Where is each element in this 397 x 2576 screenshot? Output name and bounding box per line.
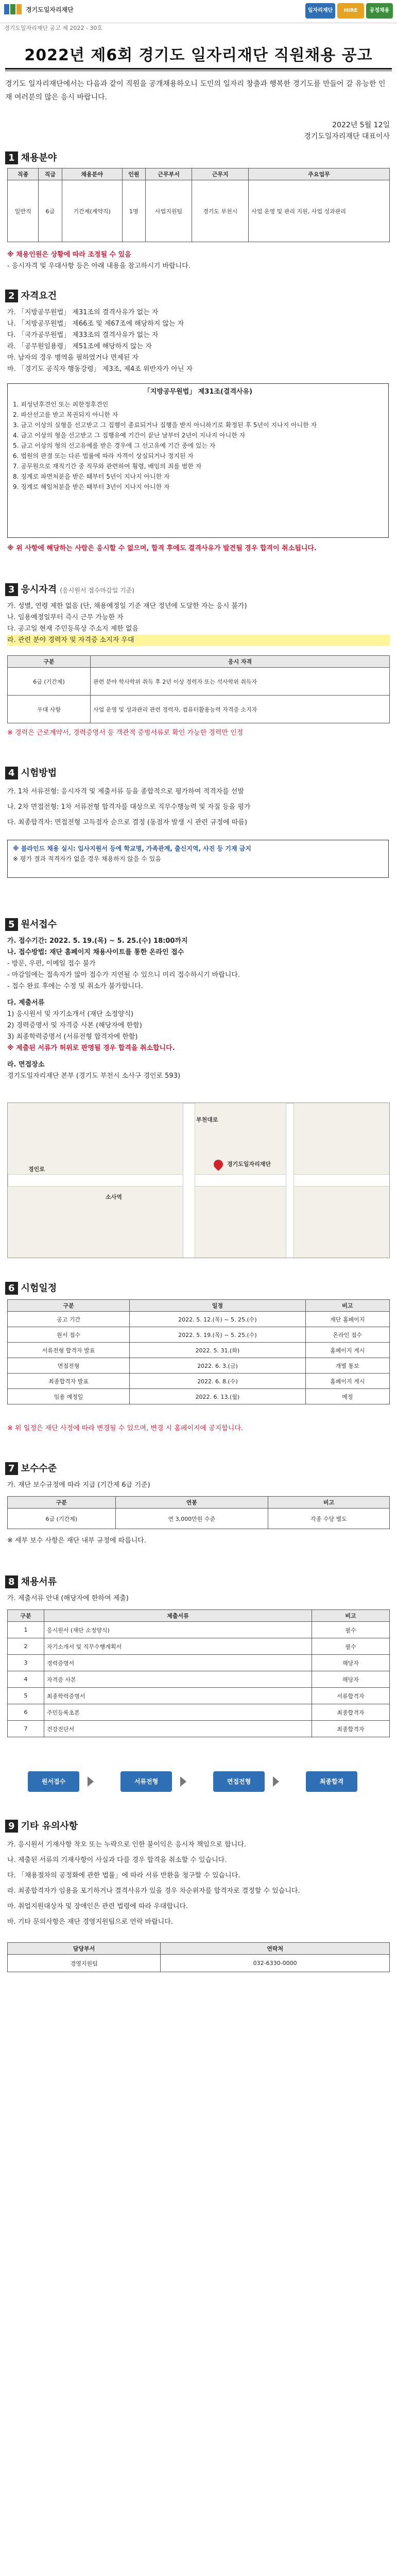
schedule-header: 일정 xyxy=(130,1300,305,1312)
documents-cell: 주민등록초본 xyxy=(44,1704,312,1721)
documents-cell: 해당자 xyxy=(312,1655,390,1671)
recruit-header: 주요업무 xyxy=(249,168,390,180)
schedule-cell: 서류전형 합격자 발표 xyxy=(8,1343,130,1358)
disqualification-line: 6. 법원의 판결 또는 다른 법률에 따라 자격이 상실되거나 정지된 자 xyxy=(13,452,194,460)
notice-number: 경기도일자리재단 공고 제 2022 - 30호 xyxy=(4,25,102,31)
doc-item: 2) 경력증명서 및 자격증 사본 (해당자에 한함) xyxy=(7,1022,142,1029)
contact-cell: 032-6330-0000 xyxy=(161,1955,390,1972)
schedule-cell: 2022. 5. 19.(목) ~ 5. 25.(수) xyxy=(130,1327,305,1343)
salary-cell: 연 3,000만원 수준 xyxy=(115,1509,268,1529)
flow-arrow-icon xyxy=(273,1776,279,1787)
recruit-header: 근무부서 xyxy=(146,168,192,180)
disqualification-line: 5. 금고 이상의 형의 선고유예를 받은 경우에 그 선고유예 기간 중에 있는 자 xyxy=(13,442,216,449)
contact-cell: 경영지원팀 xyxy=(8,1955,161,1972)
section-2-label: 자격요건 xyxy=(21,291,57,301)
foundation-logo-icon xyxy=(4,4,23,14)
contact-table xyxy=(7,1942,390,1972)
intro-text: 경기도 일자리재단에서는 다음과 같이 직원을 공개채용하오니 도민의 일자리 창출과 행복한 경기도를 만들어 갈 유능한 인재 여러분의 많은 응시 바랍니다. xyxy=(5,80,386,101)
eligibility-list xyxy=(7,601,390,646)
map-label-road-1: 경인로 xyxy=(28,1166,45,1173)
disqualification-title: 「지방공무원법」 제31조(결격사유) xyxy=(143,388,253,396)
documents-cell: 최종학력증명서 xyxy=(44,1688,312,1704)
map-road-vertical xyxy=(183,1103,195,1258)
salary-cell: 6급 (기간제) xyxy=(8,1509,116,1529)
eligibility-item: 가. 성별, 연령 제한 없음 (단, 채용예정일 기준 재단 정년에 도달한 자는 응시 불가) xyxy=(7,602,247,610)
schedule-cell: 2022. 5. 12.(목) ~ 5. 25.(수) xyxy=(130,1312,305,1327)
section-6-number: 6 xyxy=(5,1282,18,1295)
section-5-title xyxy=(5,917,57,931)
documents-cell: 2 xyxy=(8,1638,44,1655)
section-5-number: 5 xyxy=(5,918,18,931)
documents-header: 구분 xyxy=(8,1610,44,1622)
eligibility-cell: 관련 분야 학사학위 취득 후 2년 이상 경력자 또는 석사학위 취득자 xyxy=(91,668,390,696)
contact-header: 담당부서 xyxy=(8,1943,161,1955)
section-7-label: 보수수준 xyxy=(21,1463,57,1474)
disqualification-line: 8. 징계로 파면처분을 받은 때부터 5년이 지나지 아니한 자 xyxy=(13,473,170,480)
flow-arrow-icon xyxy=(88,1776,94,1787)
eligibility-note: ※ 경력은 근로계약서, 경력증명서 등 객관적 증빙서류로 확인 가능한 경력만 인정 xyxy=(7,729,244,737)
eligibility-header: 구분 xyxy=(8,656,91,668)
eligibility-table xyxy=(7,655,390,723)
documents-cell: 7 xyxy=(8,1721,44,1737)
application-note: - 방문, 우편, 이메일 접수 불가 xyxy=(7,960,96,968)
section-3-label: 응시자격 xyxy=(21,584,57,595)
recruit-notes xyxy=(7,249,390,272)
badge-2: HIRE xyxy=(337,3,364,19)
recruit-cell: 6급 xyxy=(39,180,62,242)
recruit-cell: 기간제(계약직) xyxy=(62,180,122,242)
qualification-item: 나. 「지방공무원법」 제66조 및 제67조에 해당하지 않는 자 xyxy=(7,320,184,328)
documents-cell: 서류합격자 xyxy=(312,1688,390,1704)
application-note: - 접수 완료 후에는 수정 및 취소가 불가합니다. xyxy=(7,982,143,990)
eligibility-cell: 6급 (기간제) xyxy=(8,668,91,696)
section-4-label: 시험방법 xyxy=(21,768,57,778)
documents-cell: 자기소개서 및 직무수행계획서 xyxy=(44,1638,312,1655)
documents-cell: 6 xyxy=(8,1704,44,1721)
schedule-cell: 홈페이지 게시 xyxy=(305,1343,389,1358)
section-4-number: 4 xyxy=(5,767,18,779)
qualification-item: 라. 「공무원임용령」 제51조에 해당하지 않는 자 xyxy=(7,343,152,350)
section-1-label: 채용분야 xyxy=(21,152,57,163)
location-pin-icon xyxy=(212,1158,225,1171)
eligibility-header: 응시 자격 xyxy=(91,656,390,668)
application-period: 가. 접수기간: 2022. 5. 19.(목) ~ 5. 25.(수) 18:00까지 xyxy=(7,937,188,945)
recruit-header: 직종 xyxy=(8,168,39,180)
section-1-number: 1 xyxy=(5,151,18,164)
header-bar xyxy=(0,0,397,23)
documents-header: 제출서류 xyxy=(44,1610,312,1622)
schedule-cell: 최종합격자 발표 xyxy=(8,1374,130,1389)
place-title: 라. 면접장소 xyxy=(7,1061,45,1069)
disqualification-line: 2. 파산선고를 받고 복권되지 아니한 자 xyxy=(13,411,118,418)
documents-cell: 해당자 xyxy=(312,1671,390,1688)
salary-note: ※ 세부 보수 사항은 재단 내부 규정에 따릅니다. xyxy=(7,1537,146,1545)
recruit-cell: 사업지원팀 xyxy=(146,180,192,242)
schedule-cell: 2022. 5. 31.(화) xyxy=(130,1343,305,1358)
notice-item: 라. 최종합격자가 임용을 포기하거나 결격사유가 있을 경우 차순위자를 합격자로 결정할 수 있습니다. xyxy=(7,1887,300,1895)
section-6-label: 시험일정 xyxy=(21,1283,57,1294)
exam-method-box-line: ※ 평가 결과 적격자가 없을 경우 채용하지 않을 수 있음 xyxy=(13,855,161,862)
disqualification-line: 3. 금고 이상의 실형을 선고받고 그 집행이 종료되거나 집행을 받지 아니하기로 확정된 후 5년이 지나지 아니한 자 xyxy=(13,421,317,429)
exam-method-box-line: ※ 블라인드 채용 실시: 입사지원서 등에 학교명, 가족관계, 출신지역, 사진 등 기재 금지 xyxy=(13,845,251,852)
recruit-header: 인원 xyxy=(122,168,145,180)
salary-header: 비고 xyxy=(268,1497,389,1509)
section-8-title xyxy=(5,1574,57,1588)
title-rule xyxy=(5,68,392,70)
exam-method-item: 가. 1차 서류전형: 응시자격 및 제출서류 등을 종합적으로 평가하여 적격자를 선발 xyxy=(7,788,244,795)
process-flow xyxy=(7,1767,389,1798)
qualification-item: 바. 「경기도 공직자 행동강령」 제3조, 제4조 위반자가 아닌 자 xyxy=(7,365,193,373)
section-3-number: 3 xyxy=(5,583,18,596)
exam-method-item: 나. 2차 면접전형: 1차 서류전형 합격자를 대상으로 직무수행능력 및 자질 등을 평가 xyxy=(7,803,251,811)
documents-cell: 최종합격자 xyxy=(312,1704,390,1721)
doc-item: 1) 응시원서 및 자기소개서 (재단 소정양식) xyxy=(7,1010,134,1018)
section-2-number: 2 xyxy=(5,290,18,302)
docs-title: 다. 제출서류 xyxy=(7,999,45,1007)
eligibility-cell: 우대 사항 xyxy=(8,696,91,723)
map-label-foundation: 경기도일자리재단 xyxy=(227,1161,271,1167)
documents-cell: 1 xyxy=(8,1622,44,1638)
recruit-note: ※ 채용인원은 상황에 따라 조정될 수 있음 xyxy=(7,251,131,259)
map-road-horizontal xyxy=(8,1174,390,1187)
schedule-cell: 온라인 접수 xyxy=(305,1327,389,1343)
documents-cell: 자격증 사본 xyxy=(44,1671,312,1688)
schedule-header: 구분 xyxy=(8,1300,130,1312)
documents-cell: 3 xyxy=(8,1655,44,1671)
section-9-title xyxy=(5,1819,78,1833)
recruit-note: - 응시자격 및 우대사항 등은 아래 내용을 참고하시기 바랍니다. xyxy=(7,262,191,270)
application-method: 나. 접수방법: 재단 홈페이지 채용사이트를 통한 온라인 접수 xyxy=(7,948,184,956)
eligibility-item: 라. 관련 분야 경력자 및 자격증 소지자 우대 xyxy=(7,635,390,646)
recruit-table xyxy=(7,168,390,242)
documents-cell: 경력증명서 xyxy=(44,1655,312,1671)
qualification-item: 마. 남자의 경우 병역을 필하였거나 면제된 자 xyxy=(7,354,139,362)
org-name: 경기도일자리재단 xyxy=(26,6,74,13)
schedule-header: 비고 xyxy=(305,1300,389,1312)
qualification-list xyxy=(7,307,390,375)
salary-text: 가. 재단 보수규정에 따라 지급 (기간제 6급 기준) xyxy=(7,1481,150,1489)
exam-method-box xyxy=(7,840,389,878)
section-8-number: 8 xyxy=(5,1575,18,1588)
section-1-title xyxy=(5,150,57,164)
documents-cell: 응시원서 (재단 소정양식) xyxy=(44,1622,312,1638)
schedule-cell: 원서 접수 xyxy=(8,1327,130,1343)
schedule-cell: 개별 통보 xyxy=(305,1358,389,1374)
badge-1: 일자리재단 xyxy=(305,3,335,19)
place-text: 경기도일자리재단 본부 (경기도 부천시 소사구 경인로 593) xyxy=(7,1072,181,1080)
flow-arrow-icon xyxy=(180,1776,186,1787)
qualification-item: 다. 「국가공무원법」 제33조의 결격사유가 없는 자 xyxy=(7,331,159,339)
documents-cell: 건강진단서 xyxy=(44,1721,312,1737)
section-8-label: 채용서류 xyxy=(21,1577,57,1587)
schedule-cell: 2022. 6. 3.(금) xyxy=(130,1358,305,1374)
section-9-number: 9 xyxy=(5,1820,18,1833)
documents-cell: 4 xyxy=(8,1671,44,1688)
section-4-title xyxy=(5,766,57,779)
disqualification-box xyxy=(7,383,389,538)
flow-step: 원서접수 xyxy=(28,1771,79,1792)
eligibility-cell: 사업 운영 및 성과관리 관련 경력자, 컴퓨터활용능력 자격증 소지자 xyxy=(91,696,390,723)
recruit-header: 채용분야 xyxy=(62,168,122,180)
schedule-cell: 재단 홈페이지 xyxy=(305,1312,389,1327)
disqualification-line: 4. 금고 이상의 형을 선고받고 그 집행유예 기간이 끝난 날부터 2년이 지나지 아니한 자 xyxy=(13,432,246,439)
eligibility-item: 나. 임용예정일부터 즉시 근무 가능한 자 xyxy=(7,614,124,621)
schedule-cell: 예정 xyxy=(305,1389,389,1404)
recruit-header: 근무지 xyxy=(192,168,249,180)
doc-item: 3) 최종학력증명서 (서류전형 합격자에 한함) xyxy=(7,1033,138,1041)
notice-item: 나. 제출된 서류의 기재사항이 사실과 다를 경우 합격을 취소할 수 있습니다. xyxy=(7,1856,227,1864)
map-road-vertical-2 xyxy=(286,1103,294,1258)
badge-3: 공정채용 xyxy=(366,3,393,19)
map-label-station: 소사역 xyxy=(106,1194,122,1200)
section-3-title xyxy=(5,582,134,596)
section-5-label: 원서접수 xyxy=(21,919,57,930)
schedule-cell: 2022. 6. 13.(월) xyxy=(130,1389,305,1404)
section-3-lead: (응시원서 접수마감일 기준) xyxy=(60,587,134,594)
flow-step: 서류전형 xyxy=(120,1771,172,1792)
notice-item: 마. 취업지원대상자 및 장애인은 관련 법령에 따라 우대합니다. xyxy=(7,1903,188,1910)
notice-list xyxy=(7,1837,390,1930)
notice-item: 가. 응시원서 기재사항 착오 또는 누락으로 인한 불이익은 응시자 책임으로 합니다. xyxy=(7,1841,247,1849)
salary-table xyxy=(7,1496,390,1529)
schedule-note: ※ 위 일정은 재단 사정에 따라 변경될 수 있으며, 변경 시 홈페이지에 공지합니다. xyxy=(7,1425,244,1432)
recruit-cell: 사업 운영 및 관리 지원, 사업 성과관리 xyxy=(249,180,390,242)
badge-area xyxy=(305,3,393,21)
documents-lead: 가. 제출서류 안내 (해당자에 한하여 제출) xyxy=(7,1595,129,1602)
recruit-header: 직급 xyxy=(39,168,62,180)
notice-date-text: 2022년 5월 12일 xyxy=(332,121,390,129)
section-7-title xyxy=(5,1461,57,1475)
qualification-item: 가. 「지방공무원법」 제31조의 결격사유가 없는 자 xyxy=(7,309,159,316)
eligibility-item: 다. 공고일 현재 주민등록상 주소지 제한 없음 xyxy=(7,625,139,633)
notice-signer: 경기도일자리재단 대표이사 xyxy=(304,132,390,141)
disqualification-line: 7. 공무원으로 재직기간 중 직무와 관련하여 횡령, 배임의 죄를 범한 자 xyxy=(13,463,202,470)
exam-method-list xyxy=(7,784,390,831)
salary-cell: 각종 수당 별도 xyxy=(268,1509,389,1529)
recruit-cell: 1명 xyxy=(122,180,145,242)
application-note: - 마감일에는 접속자가 많아 접수가 지연될 수 있으니 미리 접수하시기 바랍니다. xyxy=(7,971,240,979)
salary-header: 연봉 xyxy=(115,1497,268,1509)
map-label-road-2: 부천대로 xyxy=(196,1116,218,1123)
schedule-cell: 2022. 6. 8.(수) xyxy=(130,1374,305,1389)
notice-item: 다. 「채용절차의 공정화에 관한 법률」에 따라 서류 반환을 청구할 수 있습니다. xyxy=(7,1872,240,1879)
application-info xyxy=(7,936,390,1082)
disqualification-footnote: ※ 위 사항에 해당하는 사람은 응시할 수 없으며, 합격 후에도 결격사유가 발견될 경우 합격이 취소됩니다. xyxy=(7,545,317,552)
schedule-table xyxy=(7,1299,390,1404)
section-9-label: 기타 유의사항 xyxy=(21,1821,78,1832)
recruit-cell: 경기도 부천시 xyxy=(192,180,249,242)
recruit-cell: 일반직 xyxy=(8,180,39,242)
notice-date xyxy=(304,120,390,142)
section-6-title xyxy=(5,1281,57,1295)
location-map[interactable] xyxy=(7,1103,390,1258)
docs-alert: ※ 제출된 서류가 허위로 판명될 경우 합격을 취소합니다. xyxy=(7,1044,175,1052)
schedule-cell: 공고 기간 xyxy=(8,1312,130,1327)
notice-item: 바. 기타 문의사항은 재단 경영지원팀으로 연락 바랍니다. xyxy=(7,1918,173,1926)
documents-cell: 필수 xyxy=(312,1622,390,1638)
disqualification-line: 1. 피성년후견인 또는 피한정후견인 xyxy=(13,401,109,408)
salary-header: 구분 xyxy=(8,1497,116,1509)
page-title: 2022년 제6회 경기도 일자리재단 직원채용 공고 xyxy=(24,46,373,64)
exam-method-item: 다. 최종합격자: 면접전형 고득점자 순으로 결정 (동점자 발생 시 관련 규정에 따름) xyxy=(7,819,247,826)
documents-cell: 최종합격자 xyxy=(312,1721,390,1737)
flow-step: 면접전형 xyxy=(213,1771,265,1792)
documents-cell: 5 xyxy=(8,1688,44,1704)
documents-table xyxy=(7,1609,390,1737)
section-2-title xyxy=(5,289,57,302)
flow-step: 최종합격 xyxy=(306,1771,357,1792)
section-7-number: 7 xyxy=(5,1462,18,1475)
disqualification-line: 9. 징계로 해임처분을 받은 때부터 3년이 지나지 아니한 자 xyxy=(13,483,170,490)
documents-cell: 필수 xyxy=(312,1638,390,1655)
schedule-cell: 임용 예정일 xyxy=(8,1389,130,1404)
contact-header: 연락처 xyxy=(161,1943,390,1955)
schedule-cell: 홈페이지 게시 xyxy=(305,1374,389,1389)
documents-header: 비고 xyxy=(312,1610,390,1622)
schedule-cell: 면접전형 xyxy=(8,1358,130,1374)
